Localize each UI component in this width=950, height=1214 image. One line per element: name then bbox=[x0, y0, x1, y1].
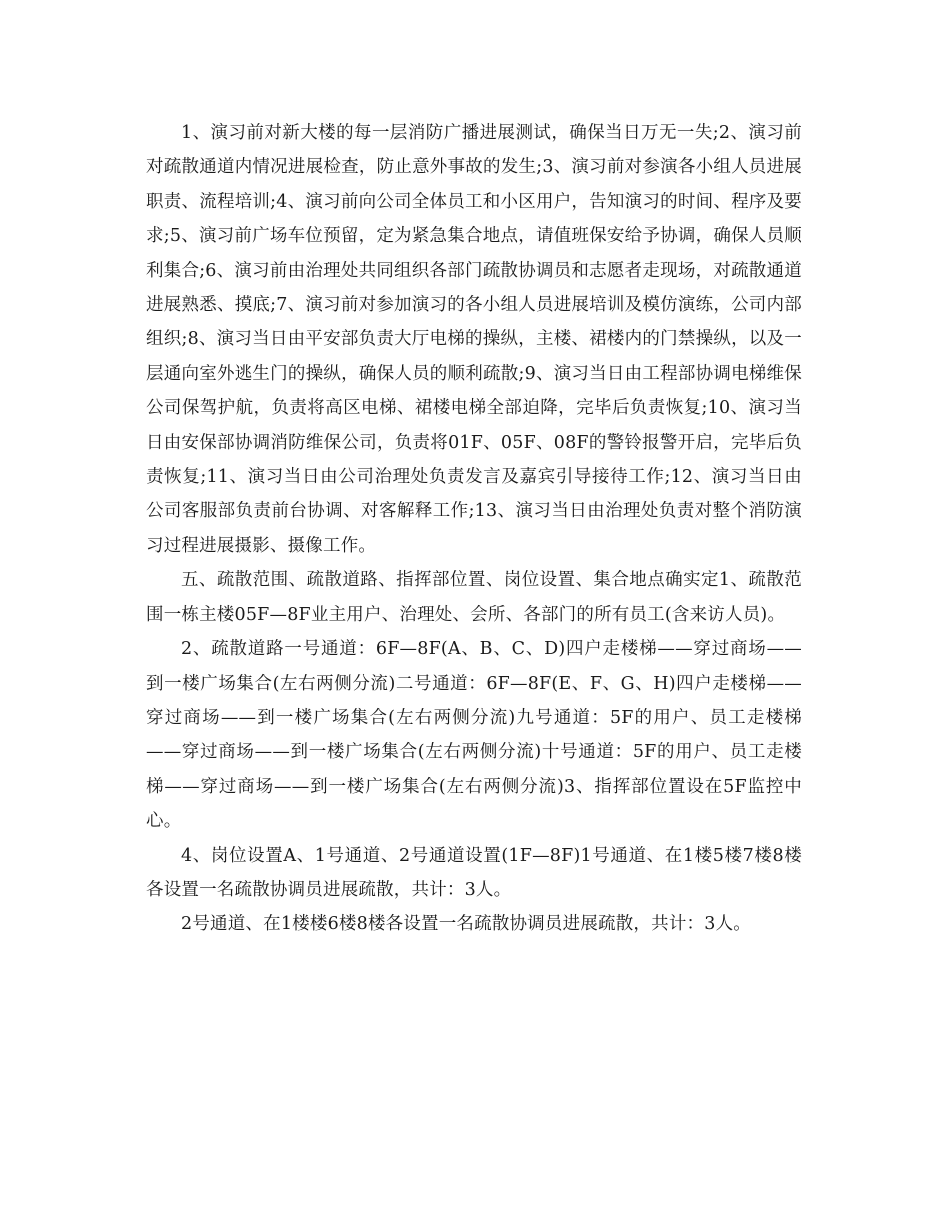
paragraph-evacuation-scope: 五、疏散范围、疏散道路、指挥部位置、岗位设置、集合地点确实定1、疏散范围一栋主楼05F—8F业主用户、治理处、会所、各部门的所有员工(含来访人员)。 bbox=[146, 570, 802, 625]
paragraph-post-setup-channel-1: 4、岗位设置A、1号通道、2号通道设置(1F—8F)1号通道、在1楼5楼7楼8楼各设置一名疏散协调员进展疏散，共计：3人。 bbox=[146, 845, 802, 900]
paragraph-evacuation-routes: 2、疏散道路一号通道：6F—8F(A、B、C、D)四户走楼梯——穿过商场——到一楼广场集合(左右两侧分流)二号通道：6F—8F(E、F、G、H)四户走楼梯——穿过商场——到一楼广场集合(左右两侧分流)九号通道：5F的用户、员工走楼梯——穿过商场——到一楼广场集合(左右两侧分流)十号通道：5F的用户、员工走楼梯——穿过商场——到一楼广场集合(左右两侧分流)3、指挥部位置设在5F监控中心。 bbox=[146, 639, 802, 832]
paragraph-post-setup-channel-2: 2号通道、在1楼楼6楼8楼各设置一名疏散协调员进展疏散，共计：3人。 bbox=[181, 914, 751, 935]
document-body bbox=[146, 116, 802, 942]
paragraph-preparation-steps: 1、演习前对新大楼的每一层消防广播进展测试，确保当日万无一失;2、演习前对疏散通道内情况进展检查，防止意外事故的发生;3、演习前对参演各小组人员进展职责、流程培训;4、演习前向公司全体员工和小区用户，告知演习的时间、程序及要求;5、演习前广场车位预留，定为紧急集合地点，请值班保安给予协调，确保人员顺利集合;6、演习前由治理处共同组织各部门疏散协调员和志愿者走现场，对疏散通道进展熟悉、摸底;7、演习前对参加演习的各小组人员进展培训及模仿演练，公司内部组织;8、演习当日由平安部负责大厅电梯的操纵，主楼、裙楼内的门禁操纵，以及一层通向室外逃生门的操纵，确保人员的顺利疏散;9、演习当日由工程部协调电梯维保公司保驾护航，负责将高区电梯、裙楼电梯全部迫降，完毕后负责恢复;10、演习当日由安保部协调消防维保公司，负责将01F、05F、08F的警铃报警开启，完毕后负责恢复;11、演习当日由公司治理处负责发言及嘉宾引导接待工作;12、演习当日由公司客服部负责前台协调、对客解释工作;13、演习当日由治理处负责对整个消防演习过程进展摄影、摄像工作。 bbox=[146, 123, 802, 556]
